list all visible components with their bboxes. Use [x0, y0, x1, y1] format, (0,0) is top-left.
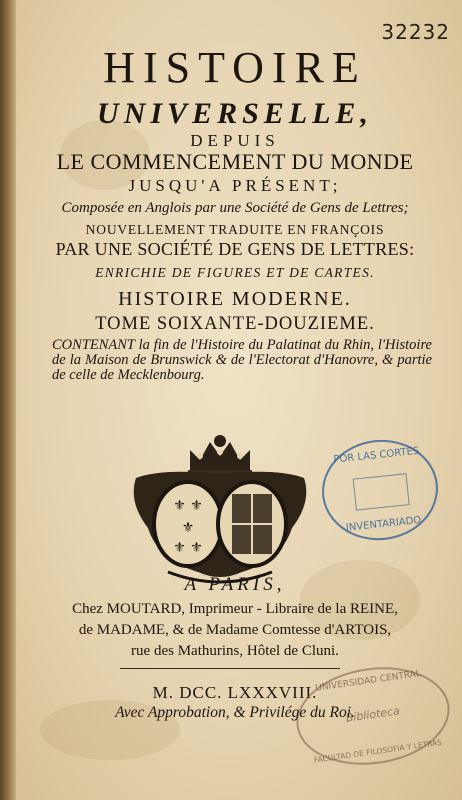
university-library-stamp	[290, 658, 456, 774]
line-depuis: DEPUIS	[190, 131, 280, 150]
publisher-line-2: de MADAME, & de Madame Comtesse d'ARTOIS,	[78, 622, 392, 638]
stamp-bottom-text: FACULTAD DE FILOSOFIA Y LETRAS	[313, 737, 443, 765]
rule-divider	[120, 668, 340, 669]
contents-paragraph: CONTENANT la fin de l'Histoire du Palatinat du Rhin, l'Histoire de la Maison de Brunswick & de l'Electorat d'Hanovre, & partie de celle de Mecklenbourg.	[52, 337, 432, 383]
privilege-line: Avec Approbation, & Privilége du Roi.	[115, 704, 355, 721]
line-traduite: NOUVELLEMENT TRADUITE EN FRANÇOIS	[85, 222, 385, 237]
publisher-line-3: rue des Mathurins, Hôtel de Cluni.	[131, 643, 339, 659]
publication-date: M. DCC. LXXXVIII.	[152, 683, 318, 702]
publisher-line-1: Chez MOUTARD, Imprimeur - Libraire de la REINE,	[72, 601, 398, 617]
line-composee: Composée en Anglois par une Société de Gens de Lettres;	[61, 200, 409, 216]
line-commencement: LE COMMENCEMENT DU MONDE	[56, 149, 414, 174]
library-stamp-inventario	[317, 434, 443, 546]
svg-text:⚜ ⚜: ⚜ ⚜	[173, 498, 203, 514]
section-title: HISTOIRE MODERNE.	[118, 288, 352, 310]
stamp-top-text: UNIVERSIDAD CENTRAL	[314, 668, 422, 694]
book-title: HISTOIRE	[103, 43, 367, 92]
svg-text:⚜: ⚜	[181, 520, 195, 536]
stamp-middle-text: Biblioteca	[344, 704, 401, 725]
place-line: A PARIS,	[184, 574, 286, 595]
handwritten-shelfmark: 32232	[381, 20, 450, 44]
stamp-crest	[353, 473, 410, 510]
coat-of-arms-vignette	[128, 432, 312, 588]
line-jusqua: JUSQU'A PRÉSENT;	[128, 176, 342, 195]
stamp-bottom-text: INVENTARIADO	[345, 514, 422, 534]
line-enrichie: ENRICHIE DE FIGURES ET DE CARTES.	[95, 265, 375, 280]
line-par: PAR UNE SOCIÉTÉ DE GENS DE LETTRES:	[55, 239, 415, 259]
stamp-top-text: POR LAS CORTES	[333, 445, 420, 466]
book-subtitle: UNIVERSELLE,	[97, 97, 373, 130]
book-binding-edge	[0, 0, 16, 800]
svg-text:⚜ ⚜: ⚜ ⚜	[173, 540, 203, 556]
volume-title: TOME SOIXANTE-DOUZIEME.	[95, 314, 375, 334]
